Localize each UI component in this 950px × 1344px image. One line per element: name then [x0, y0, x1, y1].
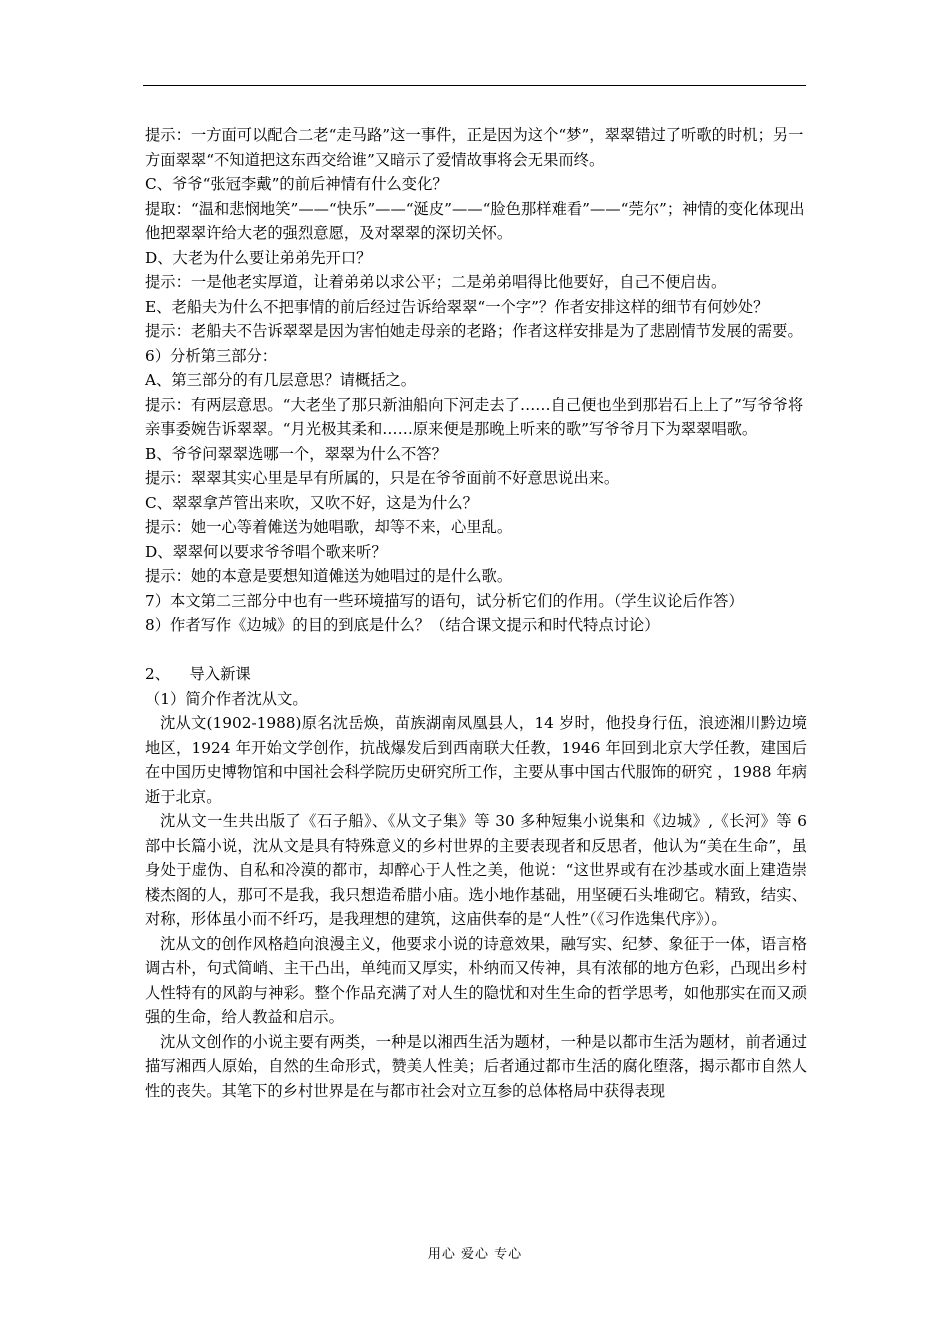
question-line: A、第三部分的有几层意思？请概括之。	[145, 371, 417, 389]
paragraph: 提示：翠翠其实心里是早有所属的，只是在爷爷面前不好意思说出来。	[145, 469, 620, 487]
section-heading: （1）简介作者沈从文。	[145, 689, 308, 708]
author-themes-paragraph: 沈从文创作的小说主要有两类，一种是以湘西生活为题材，一种是以都市生活为题材，前者通过描写湘西人原始，自然的生命形式，赞美人性美；后者通过都市生活的腐化堕落，揭示都市自然人性的丧失。其笔下的乡村世界是在与都市社会对立互参的总体格局中获得表现	[145, 1032, 807, 1100]
author-works-paragraph: 沈从文一生共出版了《石子船》、《从文子集》等 30 多种短集小说集和《边城》,《长河》等 6 部中长篇小说，沈从文是具有特殊意义的乡村世界的主要表现者和反思者，他认为“美在生命”，虽身处于虚伪、自私和冷漠的都市，却醉心于人性之美，他说：“这世界或有在沙基或水面上建造崇楼杰阁的人，那可不是我，我只想造希腊小庙。选小地作基础，用坚硬石头堆砌它。精致，结实、对称，形体虽小而不纤巧，是我理想的建筑，这庙供奉的是“人性”（《习作选集代序》）。	[145, 812, 812, 928]
paragraph: 提示：有两层意思。“大老坐了那只新油船向下河走去了……自己便也坐到那岩石上上了”写爷爷将亲事委婉告诉翠翠。“月光极其柔和……原来便是那晚上听来的歌”写爷爷月下为翠翠唱歌。	[145, 395, 804, 438]
question-line: E、老船夫为什么不把事情的前后经过告诉给翠翠“一个字”？作者安排这样的细节有何妙处？	[145, 297, 769, 316]
question-line: C、翠翠拿芦管出来吹，又吹不好，这是为什么？	[145, 493, 478, 512]
author-bio-paragraph: 沈从文(1902-1988)原名沈岳焕，苗族湖南凤凰县人，14 岁时，他投身行伍，浪迹湘川黔边境地区，1924 年开始文学创作，抗战爆发后到西南联大任教，1946 年回到北京大学任教，建国后在中国历史博物馆和中国社会科学院历史研究所工作，主要从事中国古代服饰的研究 ，1988 年病逝于北京。	[145, 714, 807, 806]
section-heading: 6）分析第三部分：	[145, 346, 278, 365]
paragraph: 提示：她一心等着傩送为她唱歌，却等不来，心里乱。	[145, 518, 513, 536]
question-line: D、大老为什么要让弟弟先开口？	[145, 248, 372, 267]
section-heading: 2、 导入新课	[145, 665, 251, 683]
question-line: D、翠翠何以要求爷爷唱个歌来听？	[145, 542, 387, 561]
header-rule	[143, 85, 806, 86]
page-footer: 用心 爱心 专心	[427, 1247, 523, 1262]
paragraph: 提示：她的本意是要想知道傩送为她唱过的是什么歌。	[145, 567, 513, 585]
paragraph: 提取：“温和悲悯地笑”——“快乐”——“涎皮”——“脸色那样难看”——“莞尔”；神情的变化体现出他把翠翠许给大老的强烈意愿，及对翠翠的深切关怀。	[145, 199, 805, 242]
question-line: B、爷爷问翠翠选哪一个，翠翠为什么不答？	[145, 444, 447, 463]
paragraph: 提示：老船夫不告诉翠翠是因为害怕她走母亲的老路；作者这样安排是为了悲剧情节发展的需要。	[145, 322, 803, 340]
blank-line	[145, 638, 807, 663]
paragraph: 提示：一是他老实厚道，让着弟弟以求公平；二是弟弟唱得比他要好，自己不便启齿。	[145, 273, 727, 291]
paragraph: 提示：一方面可以配合二老“走马路”这一事件，正是因为这个“梦”，翠翠错过了听歌的时机；另一方面翠翠“不知道把这东西交给谁”又暗示了爱情故事将会无果而终。	[145, 126, 804, 169]
author-style-paragraph: 沈从文的创作风格趋向浪漫主义，他要求小说的诗意效果，融写实、纪梦、象征于一体，语言格调古朴，句式简峭、主干凸出，单纯而又厚实，朴纳而又传神，具有浓郁的地方色彩，凸现出乡村人性特有的风韵与神彩。整个作品充满了对人生的隐忧和对生生命的哲学思考，如他那实在而又顽强的生命，给人教益和启示。	[145, 934, 807, 1026]
question-line: C、爷爷“张冠李戴”的前后神情有什么变化？	[145, 175, 448, 193]
section-heading: 7）本文第二三部分中也有一些环境描写的语句，试分析它们的作用。（学生议论后作答）	[145, 591, 744, 610]
section-heading: 8）作者写作《边城》的目的到底是什么？（结合课文提示和时代特点讨论）	[145, 616, 660, 634]
document-body	[145, 123, 812, 1103]
